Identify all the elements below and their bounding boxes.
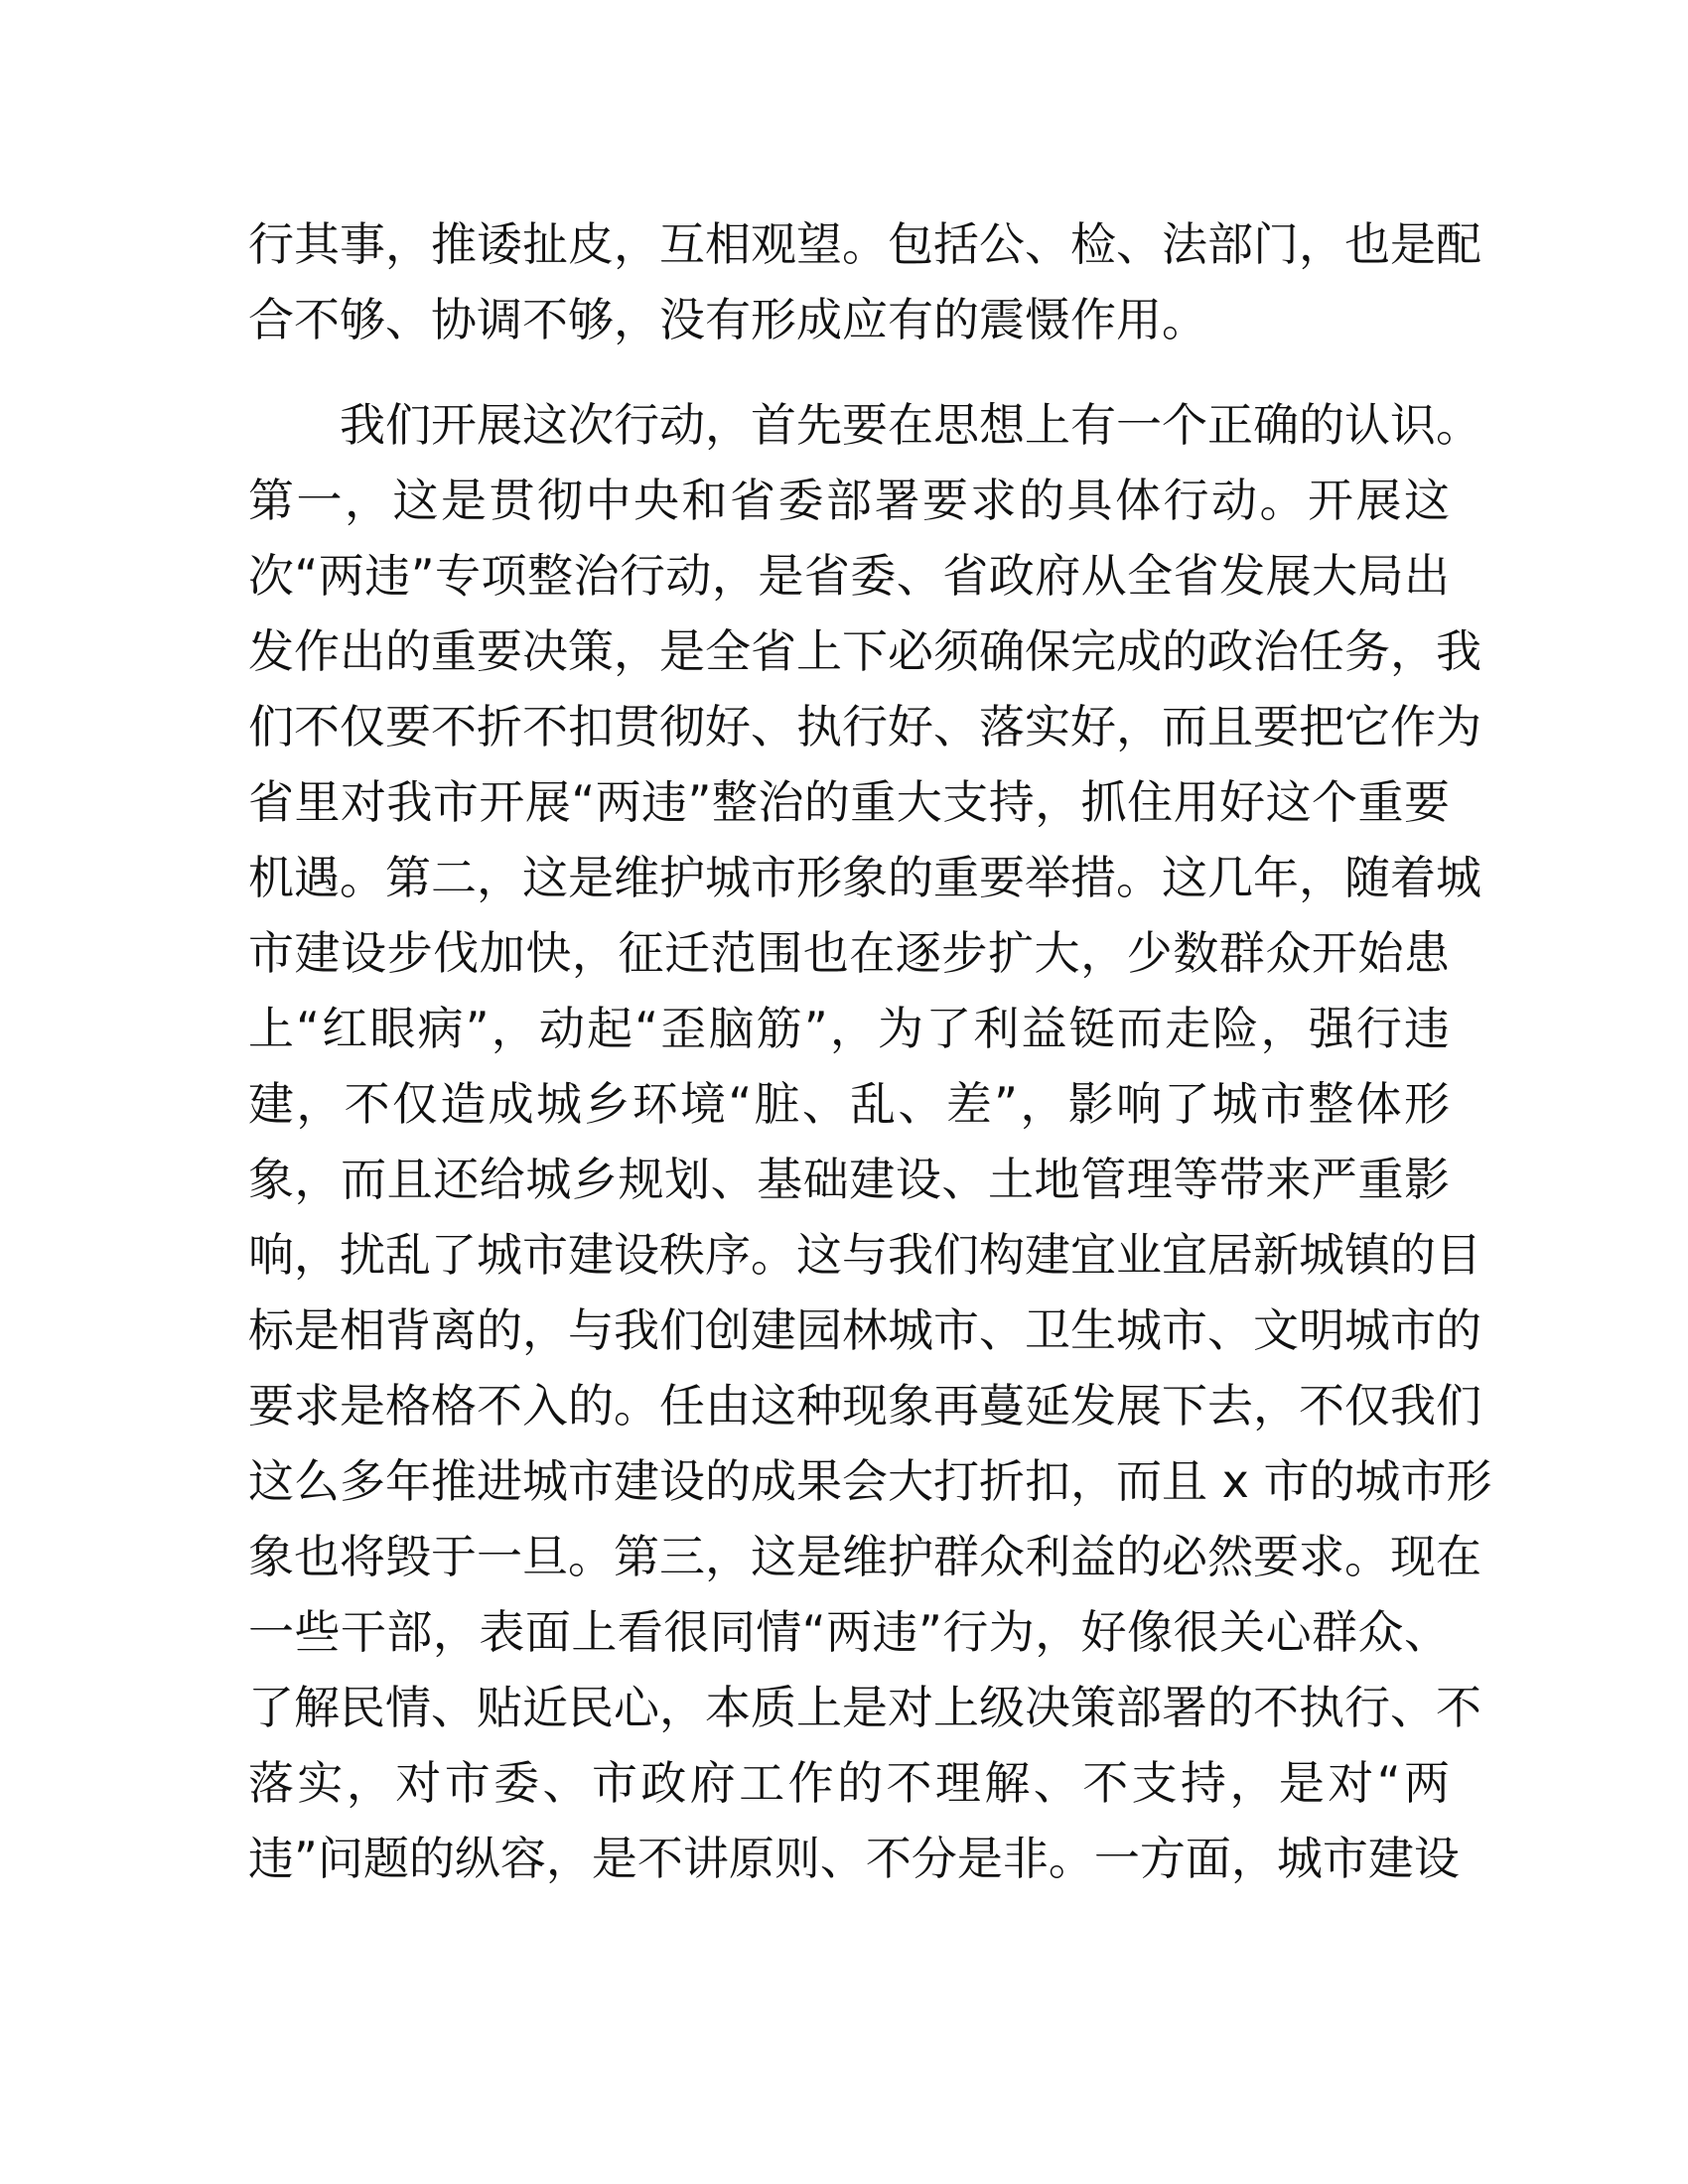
text-line: 一些干部，表面上看很同情“两违”行为，好像很关心群众、 (248, 1605, 1450, 1659)
text-line: 违”问题的纵容，是不讲原则、不分是非。一方面，城市建设 (248, 1832, 1460, 1885)
text-line: 建，不仅造成城乡环境“脏、乱、差”，影响了城市整体形 (248, 1077, 1450, 1131)
text-line: 要求是格格不入的。任由这种现象再蔓延发展下去，不仅我们 (248, 1379, 1481, 1433)
paragraph (248, 206, 1481, 357)
text-line: 响，扰乱了城市建设秩序。这与我们构建宜业宜居新城镇的目 (248, 1228, 1481, 1282)
text-line: 第一，这是贯彻中央和省委部署要求的具体行动。开展这 (248, 474, 1450, 527)
paragraph-spacing (248, 357, 1450, 387)
text-line: 象，而且还给城乡规划、基础建设、土地管理等带来严重影 (248, 1153, 1450, 1206)
text-line: 我们开展这次行动，首先要在思想上有一个正确的认识。 (340, 398, 1481, 452)
text-line: 上“红眼病”，动起“歪脑筋”，为了利益铤而走险，强行违 (248, 1002, 1450, 1055)
text-line: 这么多年推进城市建设的成果会大打折扣，而且 x 市的城市形 (248, 1454, 1492, 1508)
body-text (248, 206, 1492, 1896)
text-line: 们不仅要不折不扣贯彻好、执行好、落实好，而且要把它作为 (248, 700, 1481, 753)
text-line: 次“两违”专项整治行动，是省委、省政府从全省发展大局出 (248, 549, 1450, 603)
text-line: 落实，对市委、市政府工作的不理解、不支持，是对“两 (248, 1756, 1450, 1810)
text-line: 合不够、协调不够，没有形成应有的震慑作用。 (248, 293, 1207, 346)
text-line: 行其事，推诿扯皮，互相观望。包括公、检、法部门，也是配 (248, 217, 1481, 271)
text-line: 了解民情、贴近民心，本质上是对上级决策部署的不执行、不 (248, 1681, 1481, 1734)
text-line: 机遇。第二，这是维护城市形象的重要举措。这几年，随着城 (248, 851, 1481, 904)
text-line: 发作出的重要决策，是全省上下必须确保完成的政治任务，我 (248, 624, 1481, 678)
text-line: 标是相背离的，与我们创建园林城市、卫生城市、文明城市的 (248, 1303, 1481, 1357)
text-line: 省里对我市开展“两违”整治的重大支持，抓住用好这个重要 (248, 775, 1450, 829)
text-line: 象也将毁于一旦。第三，这是维护群众利益的必然要求。现在 (248, 1530, 1481, 1583)
text-line: 市建设步伐加快，征迁范围也在逐步扩大，少数群众开始患 (248, 926, 1450, 980)
paragraph (248, 387, 1492, 1896)
